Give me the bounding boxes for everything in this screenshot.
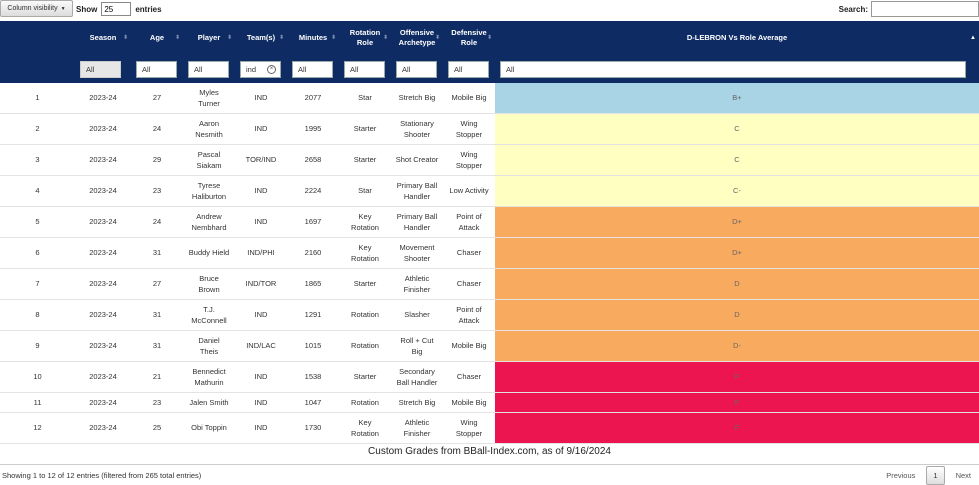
cell-text-line: Wing: [460, 417, 478, 427]
cell-team: TOR/IND: [235, 144, 287, 175]
cell-rank: 4: [0, 175, 75, 206]
cell-age: 31: [131, 237, 183, 268]
filter-row: [0, 55, 979, 83]
filter-input-offensive-archetype[interactable]: [396, 61, 437, 78]
cell-rotation-role: [339, 113, 391, 144]
cell-team: IND: [235, 412, 287, 443]
cell-text-line: Movement: [399, 242, 435, 252]
filter-cell-team: [235, 55, 287, 83]
table-row: [0, 206, 979, 237]
cell-text-line: Rotation: [351, 253, 379, 263]
filter-value: All: [142, 64, 151, 74]
cell-player: [183, 144, 235, 175]
cell-text-line: McConnell: [191, 315, 227, 325]
column-header-label: Age: [149, 33, 165, 42]
column-header-rotation-role[interactable]: [339, 21, 391, 55]
cell-team: IND: [235, 392, 287, 412]
cell-text-line: Athletic: [404, 273, 430, 283]
table-row: [0, 144, 979, 175]
cell-rotation-role: [339, 175, 391, 206]
cell-text-line: Rotation: [351, 397, 379, 407]
cell-age: 25: [131, 412, 183, 443]
column-header-label: Minutes: [298, 33, 328, 42]
cell-rank: 1: [0, 83, 75, 113]
filter-cell-defensive-role: [443, 55, 495, 83]
cell-age: 21: [131, 361, 183, 392]
cell-rank: 6: [0, 237, 75, 268]
cell-offensive-archetype: [391, 330, 443, 361]
cell-text-line: Primary Ball: [396, 180, 438, 190]
cell-text-line: Primary Ball: [396, 211, 438, 221]
cell-season: 2023-24: [75, 83, 131, 113]
cell-minutes: 1015: [287, 330, 339, 361]
cell-rotation-role: [339, 330, 391, 361]
cell-d-lebron-vs-role-average: C: [495, 144, 979, 175]
cell-player: [183, 330, 235, 361]
cell-team: IND: [235, 175, 287, 206]
cell-rank: 5: [0, 206, 75, 237]
cell-season: 2023-24: [75, 268, 131, 299]
filter-input-defensive-role[interactable]: [448, 61, 489, 78]
cell-text-line: Star: [358, 186, 372, 195]
column-header-offensive-archetype[interactable]: [391, 21, 443, 55]
cell-d-lebron-vs-role-average: D-: [495, 330, 979, 361]
cell-text-line: Rotation: [351, 341, 379, 350]
table-caption: Custom Grades from BBall-Index.com, as of 9/16/2024: [368, 446, 611, 457]
cell-offensive-archetype: [391, 144, 443, 175]
cell-minutes: 1047: [287, 392, 339, 412]
cell-text-line: Turner: [198, 98, 220, 108]
cell-offensive-archetype: [391, 83, 443, 113]
table-info: Showing 1 to 12 of 12 entries (filtered from 265 total entries): [2, 471, 202, 480]
page-length-control: [76, 2, 162, 16]
search-label: Search:: [838, 4, 868, 14]
column-header-team[interactable]: [235, 21, 287, 55]
cell-team: IND: [235, 299, 287, 330]
column-header-label: Offensive Archetype: [398, 28, 436, 47]
filter-value: All: [298, 64, 307, 74]
cell-minutes: 1995: [287, 113, 339, 144]
filter-cell-season: [75, 55, 131, 83]
cell-text-line: Key: [358, 242, 372, 252]
column-header-label: Player: [197, 33, 221, 42]
cell-season: 2023-24: [75, 113, 131, 144]
cell-text-line: Slasher: [404, 310, 430, 319]
cell-text-line: Brown: [198, 284, 220, 294]
cell-minutes: 1538: [287, 361, 339, 392]
cell-player: [183, 237, 235, 268]
cell-player: [183, 175, 235, 206]
cell-age: 31: [131, 330, 183, 361]
column-header-label: Rotation Role: [349, 28, 381, 47]
cell-defensive-role: [443, 206, 495, 237]
table-row: [0, 330, 979, 361]
cell-rank: 11: [0, 392, 75, 412]
cell-rotation-role: [339, 392, 391, 412]
column-header-label: D-LEBRON Vs Role Average: [686, 33, 788, 42]
cell-text-line: Chaser: [456, 248, 482, 257]
cell-text-line: Haliburton: [191, 191, 227, 201]
filter-value: All: [454, 64, 463, 74]
cell-text-line: Jalen Smith: [189, 397, 229, 407]
cell-d-lebron-vs-role-average: F: [495, 412, 979, 443]
cell-text-line: Finisher: [403, 284, 431, 294]
cell-text-line: Point of: [456, 304, 482, 314]
show-label: Show: [76, 4, 98, 14]
cell-text-line: Starter: [353, 372, 377, 381]
filter-cell-age: [131, 55, 183, 83]
sort-both-icon: ⬍: [226, 35, 232, 41]
column-header-defensive-role[interactable]: [443, 21, 495, 55]
chevron-down-icon: ▼: [60, 5, 66, 12]
cell-rank: 7: [0, 268, 75, 299]
cell-minutes: 1291: [287, 299, 339, 330]
previous-page-button[interactable]: Previous: [886, 471, 916, 480]
cell-player: [183, 361, 235, 392]
cell-minutes: 2077: [287, 83, 339, 113]
sort-both-icon: ⬍: [330, 35, 336, 41]
table-row: [0, 299, 979, 330]
column-header-player[interactable]: [183, 21, 235, 55]
cell-text-line: Myles: [199, 87, 219, 97]
cell-text-line: Key: [358, 211, 372, 221]
cell-rotation-role: [339, 144, 391, 175]
cell-offensive-archetype: [391, 268, 443, 299]
cell-text-line: Low Activity: [449, 186, 489, 195]
cell-rank: 2: [0, 113, 75, 144]
cell-d-lebron-vs-role-average: D+: [495, 237, 979, 268]
clear-filter-icon[interactable]: ×: [267, 65, 276, 74]
page-length-input[interactable]: [101, 2, 131, 16]
cell-d-lebron-vs-role-average: D: [495, 299, 979, 330]
cell-defensive-role: [443, 299, 495, 330]
cell-rank: 8: [0, 299, 75, 330]
cell-rotation-role: [339, 83, 391, 113]
search-control: [839, 1, 979, 17]
sort-both-icon: ⬍: [434, 35, 440, 41]
column-visibility-button[interactable]: [0, 0, 73, 17]
cell-d-lebron-vs-role-average: B+: [495, 83, 979, 113]
filter-cell-empty: [0, 55, 75, 83]
filter-input-age[interactable]: [136, 61, 177, 78]
cell-text-line: Andrew: [196, 211, 222, 221]
cell-age: 23: [131, 392, 183, 412]
filter-input-team[interactable]: [240, 61, 281, 78]
filter-input-player[interactable]: [188, 61, 229, 78]
cell-text-line: Mobile Big: [451, 397, 487, 407]
filter-cell-player: [183, 55, 235, 83]
cell-rotation-role: [339, 268, 391, 299]
cell-text-line: Roll + Cut: [400, 335, 434, 345]
cell-text-line: Chaser: [456, 372, 482, 381]
cell-rank: 12: [0, 412, 75, 443]
cell-defensive-role: [443, 412, 495, 443]
cell-defensive-role: [443, 144, 495, 175]
cell-team: IND/TOR: [235, 268, 287, 299]
cell-season: 2023-24: [75, 392, 131, 412]
cell-text-line: Starter: [353, 155, 377, 164]
stats-table-wrapper: [0, 21, 979, 444]
next-page-button[interactable]: Next: [955, 471, 971, 480]
cell-season: 2023-24: [75, 361, 131, 392]
cell-text-line: Attack: [458, 315, 480, 325]
column-header-season[interactable]: [75, 21, 131, 55]
cell-text-line: Aaron: [198, 118, 219, 128]
cell-text-line: Rotation: [351, 428, 379, 438]
cell-text-line: Obi Toppin: [191, 423, 227, 432]
header-row: [0, 21, 979, 55]
cell-text-line: T.J.: [203, 304, 215, 314]
cell-age: 23: [131, 175, 183, 206]
sort-both-icon: ⬍: [174, 35, 180, 41]
filter-value: All: [506, 64, 515, 74]
cell-text-line: Shot Creator: [395, 155, 439, 164]
filter-input-d-lebron-vs-role-average[interactable]: [500, 61, 966, 78]
cell-season: 2023-24: [75, 206, 131, 237]
cell-text-line: Stretch Big: [398, 93, 436, 103]
column-header-label: Season: [89, 33, 117, 42]
cell-defensive-role: [443, 268, 495, 299]
cell-offensive-archetype: [391, 113, 443, 144]
column-visibility-label: Column visibility: [7, 5, 58, 12]
cell-season: 2023-24: [75, 299, 131, 330]
cell-text-line: Starter: [353, 279, 377, 288]
filter-cell-offensive-archetype: [391, 55, 443, 83]
cell-team: IND/LAC: [235, 330, 287, 361]
filter-input-minutes[interactable]: [292, 61, 333, 78]
cell-season: 2023-24: [75, 237, 131, 268]
cell-defensive-role: [443, 392, 495, 412]
column-header-minutes[interactable]: [287, 21, 339, 55]
cell-player: [183, 83, 235, 113]
cell-text-line: Theis: [199, 346, 219, 356]
cell-defensive-role: [443, 175, 495, 206]
cell-minutes: 2160: [287, 237, 339, 268]
cell-text-line: Athletic: [404, 417, 430, 427]
cell-season: 2023-24: [75, 144, 131, 175]
pagination: [878, 466, 979, 485]
cell-minutes: 1865: [287, 268, 339, 299]
cell-team: IND: [235, 83, 287, 113]
table-row: [0, 412, 979, 443]
filter-cell-rotation-role: [339, 55, 391, 83]
cell-text-line: Key: [358, 417, 372, 427]
cell-player: [183, 268, 235, 299]
cell-age: 29: [131, 144, 183, 175]
cell-offensive-archetype: [391, 237, 443, 268]
cell-rank: 10: [0, 361, 75, 392]
table-row: [0, 83, 979, 113]
cell-text-line: Mobile Big: [451, 341, 487, 350]
column-header-d-lebron-vs-role-average[interactable]: [495, 21, 979, 55]
cell-text-line: Starter: [353, 124, 377, 133]
column-header-label: Team(s): [246, 33, 276, 42]
cell-text-line: Wing: [460, 118, 478, 128]
cell-rank: 3: [0, 144, 75, 175]
cell-age: 31: [131, 299, 183, 330]
cell-defensive-role: [443, 237, 495, 268]
table-row: [0, 392, 979, 412]
cell-d-lebron-vs-role-average: C: [495, 113, 979, 144]
cell-text-line: Bruce: [199, 273, 219, 283]
cell-minutes: 1697: [287, 206, 339, 237]
cell-text-line: Stationary: [400, 118, 434, 128]
table-row: [0, 361, 979, 392]
cell-text-line: Rotation: [351, 222, 379, 232]
filter-value: All: [402, 64, 411, 74]
cell-text-line: Stopper: [455, 428, 483, 438]
table-row: [0, 237, 979, 268]
cell-text-line: Tyrese: [197, 180, 221, 190]
cell-team: IND: [235, 113, 287, 144]
filter-input-rotation-role[interactable]: [344, 61, 385, 78]
cell-d-lebron-vs-role-average: C-: [495, 175, 979, 206]
cell-text-line: Ball Handler: [396, 377, 438, 387]
cell-defensive-role: [443, 361, 495, 392]
table-row: [0, 175, 979, 206]
cell-text-line: Stopper: [455, 129, 483, 139]
cell-text-line: Stretch Big: [398, 397, 436, 407]
cell-text-line: Attack: [458, 222, 480, 232]
cell-rank: 9: [0, 330, 75, 361]
table-row: [0, 113, 979, 144]
cell-team: IND/PHI: [235, 237, 287, 268]
cell-rotation-role: [339, 206, 391, 237]
cell-offensive-archetype: [391, 175, 443, 206]
cell-text-line: Shooter: [403, 253, 431, 263]
cell-text-line: Nembhard: [191, 222, 227, 232]
cell-age: 27: [131, 268, 183, 299]
cell-season: 2023-24: [75, 175, 131, 206]
cell-offensive-archetype: [391, 392, 443, 412]
table-body: [0, 83, 979, 443]
filter-value: ind: [246, 64, 257, 74]
cell-text-line: Bennedict: [192, 366, 226, 376]
cell-text-line: Pascal: [197, 149, 221, 159]
cell-text-line: Mathurin: [194, 377, 224, 387]
cell-rotation-role: [339, 237, 391, 268]
sort-both-icon: ⬍: [278, 35, 284, 41]
cell-player: [183, 206, 235, 237]
column-header-label: Defensive Role: [451, 28, 487, 47]
cell-defensive-role: [443, 330, 495, 361]
cell-age: 24: [131, 113, 183, 144]
cell-season: 2023-24: [75, 412, 131, 443]
cell-player: [183, 113, 235, 144]
cell-season: 2023-24: [75, 330, 131, 361]
cell-d-lebron-vs-role-average: D+: [495, 206, 979, 237]
cell-text-line: Star: [358, 93, 372, 103]
cell-rotation-role: [339, 412, 391, 443]
entries-label: entries: [135, 4, 162, 14]
cell-text-line: Nesmith: [195, 129, 223, 139]
cell-minutes: 1730: [287, 412, 339, 443]
cell-text-line: Mobile Big: [451, 93, 487, 103]
search-input[interactable]: [871, 1, 979, 17]
cell-defensive-role: [443, 83, 495, 113]
cell-text-line: Daniel: [198, 335, 220, 345]
footer-divider: [0, 464, 979, 465]
cell-age: 27: [131, 83, 183, 113]
cell-player: [183, 412, 235, 443]
cell-text-line: Stopper: [455, 160, 483, 170]
sort-both-icon: ⬍: [382, 35, 388, 41]
cell-minutes: 2224: [287, 175, 339, 206]
filter-value: All: [86, 64, 95, 74]
sort-ascending-icon: ▲: [970, 35, 976, 41]
filter-value: All: [350, 64, 359, 74]
cell-text-line: Shooter: [403, 129, 431, 139]
cell-text-line: Wing: [460, 149, 478, 159]
cell-text-line: Point of: [456, 211, 482, 221]
cell-text-line: Secondary: [399, 366, 435, 376]
cell-age: 24: [131, 206, 183, 237]
cell-player: [183, 299, 235, 330]
cell-d-lebron-vs-role-average: F: [495, 392, 979, 412]
cell-team: IND: [235, 361, 287, 392]
cell-offensive-archetype: [391, 299, 443, 330]
cell-minutes: 2658: [287, 144, 339, 175]
cell-text-line: Siakam: [196, 160, 222, 170]
cell-player: [183, 392, 235, 412]
cell-offensive-archetype: [391, 361, 443, 392]
cell-text-line: Big: [411, 346, 423, 356]
sort-both-icon: ⬍: [486, 35, 492, 41]
filter-input-season[interactable]: [80, 61, 121, 78]
cell-rotation-role: [339, 299, 391, 330]
cell-text-line: Handler: [403, 191, 431, 201]
page-button-current[interactable]: 1: [926, 466, 944, 485]
stats-table: [0, 21, 979, 444]
table-row: [0, 268, 979, 299]
cell-rotation-role: [339, 361, 391, 392]
cell-text-line: Rotation: [351, 310, 379, 319]
toolbar: [0, 0, 979, 20]
sort-both-icon: ⬍: [122, 35, 128, 41]
cell-team: IND: [235, 206, 287, 237]
cell-text-line: Handler: [403, 222, 431, 232]
column-header-rank: [0, 21, 75, 55]
cell-offensive-archetype: [391, 206, 443, 237]
filter-cell-minutes: [287, 55, 339, 83]
filter-value: All: [194, 64, 203, 74]
cell-text-line: Finisher: [403, 428, 431, 438]
cell-defensive-role: [443, 113, 495, 144]
filter-cell-d-lebron-vs-role-average: [495, 55, 979, 83]
cell-text-line: Chaser: [456, 279, 482, 288]
cell-d-lebron-vs-role-average: D: [495, 268, 979, 299]
cell-offensive-archetype: [391, 412, 443, 443]
cell-d-lebron-vs-role-average: F: [495, 361, 979, 392]
column-header-age[interactable]: [131, 21, 183, 55]
cell-text-line: Buddy Hield: [188, 248, 230, 257]
